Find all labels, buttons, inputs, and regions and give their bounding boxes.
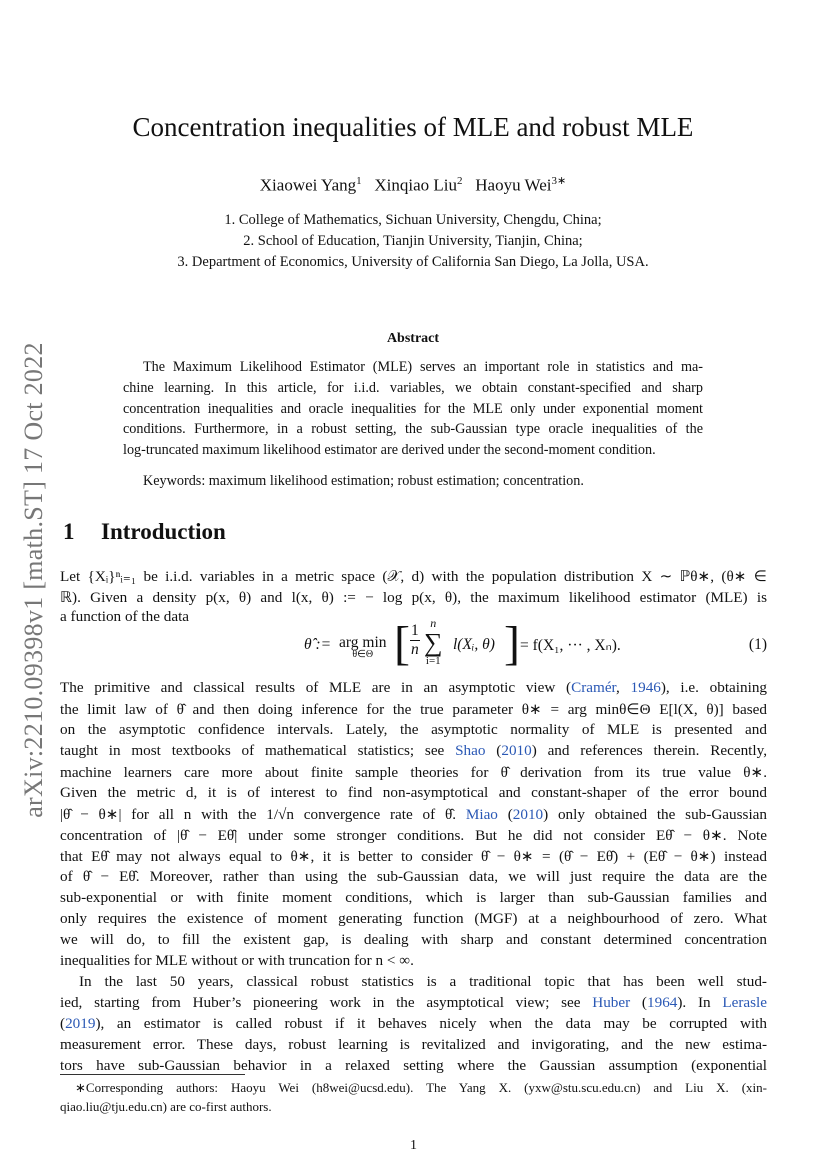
author-list xyxy=(60,174,766,196)
eq-bracket-right: ] xyxy=(504,617,520,670)
page-number: 1 xyxy=(410,1138,417,1153)
eq-sum-bottom: i=1 xyxy=(425,655,441,667)
eq-bracket-left: [ xyxy=(394,617,410,670)
text-run: concentration of |θ̂ − Eθ̂| under some stronger conditions. But he did not consider Eθ̂ − θ∗. Note xyxy=(60,827,767,844)
abstract-line: log-truncated maximum likelihood estimator are derived under the second-moment condition. xyxy=(123,442,656,458)
eq-argmin-op: arg min xyxy=(339,634,387,651)
text-run: only requires the existence of moment generating function (MGF) at a neighbourhood of zero. What xyxy=(60,910,767,927)
text-run: that Eθ̂ may not always equal to θ∗, it is better to consider θ̂ − θ∗ = (θ̂ − Eθ̂) + (Eθ̂ − θ∗) instead xyxy=(60,848,767,865)
arxiv-identifier: arXiv:2210.09398v1 [math.ST] 17 Oct 2022 xyxy=(19,342,48,818)
text-run: ( xyxy=(60,1015,66,1032)
eq-argmin xyxy=(339,634,387,660)
abstract-heading: Abstract xyxy=(386,331,440,346)
eq-sum-symbol: ∑ xyxy=(424,628,443,657)
footnote-rule xyxy=(60,1074,245,1075)
section-title: Introduction xyxy=(101,519,226,544)
text-run: Given the metric d, it is of interest to find non-asymptotical and constant-shaper of the error bound xyxy=(60,784,767,801)
eq-sum-top: n xyxy=(430,616,437,630)
body-line: a function of the data xyxy=(60,608,190,625)
text-run: ) only obtained the sub-Gaussian xyxy=(543,806,768,823)
equation-label: (1) xyxy=(748,636,767,653)
text-run: In the last 50 years, classical robust statistics is a traditional topic that has been well stud- xyxy=(79,973,767,990)
citation-link[interactable]: 2019 xyxy=(65,1015,96,1032)
author-1-affil: 1 xyxy=(356,175,362,187)
text-run: taught in most textbooks of mathematical statistics; see xyxy=(60,742,456,759)
affiliation-1: 1. College of Mathematics, Sichuan University, Chengdu, China; xyxy=(224,212,602,228)
body-line xyxy=(60,994,767,1012)
eq-rhs: = f(X₁, ··· , Xₙ). xyxy=(520,637,621,654)
body-line xyxy=(60,763,767,782)
abstract-line: chine learning. In this article, for i.i.d. variables, we obtain constant-specified and sharp xyxy=(123,380,703,396)
citation-link[interactable]: 1946 xyxy=(630,679,661,696)
arxiv-sidebar xyxy=(14,320,54,840)
text-run: The primitive and classical results of MLE are in an asymptotic view ( xyxy=(60,679,572,696)
text-run: ( xyxy=(630,994,647,1011)
body-line xyxy=(60,784,767,802)
body-line xyxy=(60,910,767,928)
body-line xyxy=(60,1015,767,1033)
citation-link[interactable]: 2010 xyxy=(501,742,532,759)
citation-link[interactable]: Shao xyxy=(455,742,486,759)
text-run: ( xyxy=(485,742,502,759)
citation-link[interactable]: Miao xyxy=(465,806,498,823)
eq-lhs: θ̂ := xyxy=(304,636,332,653)
body-line xyxy=(60,889,767,907)
text-run: of θ̂ − Eθ̂. Moreover, rather than using the sub-Gaussian data, we will just require the data are the xyxy=(60,868,767,885)
text-run: inequalities for MLE without or with truncation for n < ∞. xyxy=(60,952,414,969)
body-line xyxy=(60,721,767,739)
body-line xyxy=(60,931,767,949)
eq-fraction xyxy=(410,622,420,659)
body-line xyxy=(60,868,767,886)
body-line xyxy=(79,973,767,991)
author-2-affil: 2 xyxy=(457,175,463,187)
citation-link[interactable]: Huber xyxy=(592,994,631,1011)
eq-frac-num: 1 xyxy=(411,622,419,639)
author-3-affil: 3∗ xyxy=(551,175,567,187)
text-run: the limit law of θ̂ and then doing inference for the true parameter θ∗ = arg minθ∈Θ E[l(X, θ)] based xyxy=(60,701,767,718)
footnote-line: qiao.liu@tju.edu.cn) are co-first authors. xyxy=(60,1099,272,1114)
text-run: ), an estimator is called robust if it behaves nicely when the data may be corrupted with xyxy=(95,1015,767,1032)
body-line xyxy=(60,1057,767,1075)
text-run: measurement error. These days, robust learning is revitalized and invigorating, and the new estima- xyxy=(60,1036,767,1053)
body-line xyxy=(60,700,767,719)
text-run: on the asymptotic confidence intervals. Lately, the asymptotic normality of MLE is presented and xyxy=(60,721,767,738)
eq-summand: l(Xᵢ, θ) xyxy=(453,636,495,653)
abstract-line: The Maximum Likelihood Estimator (MLE) serves an important role in statistics and ma- xyxy=(143,359,703,375)
affiliation-3: 3. Department of Economics, University of California San Diego, La Jolla, USA. xyxy=(177,254,649,270)
eq-sum xyxy=(424,616,443,667)
text-run: machine learners care more about finite sample theories for θ̂ derivation from its true value θ∗. xyxy=(60,764,767,781)
text-run: tors have sub-Gaussian behavior in a relaxed setting where the Gaussian assumption (exponential xyxy=(60,1057,767,1074)
paper-title: Concentration inequalities of MLE and robust MLE xyxy=(132,112,694,142)
body-line: ℝ). Given a density p(x, θ) and l(x, θ) := − log p(x, θ), the maximum likelihood estimator (MLE) is xyxy=(60,589,767,606)
body-line xyxy=(60,742,767,760)
citation-link[interactable]: 2010 xyxy=(512,806,544,823)
author-2: Xinqiao Liu xyxy=(374,175,458,195)
text-run: sub-exponential or with finite moment conditions, which is larger than sub-Gaussian families and xyxy=(60,889,767,906)
author-3: Haoyu Wei xyxy=(475,175,552,195)
body-line xyxy=(60,847,767,866)
affiliation-2: 2. School of Education, Tianjin University, Tianjin, China; xyxy=(243,233,583,249)
section-number: 1 xyxy=(63,519,75,544)
section-heading xyxy=(63,519,226,545)
text-run: , xyxy=(616,679,631,696)
citation-link[interactable]: Cramér xyxy=(571,679,617,696)
eq-frac-den: n xyxy=(411,641,419,658)
text-run: ), i.e. obtaining xyxy=(660,679,768,696)
keywords: Keywords: maximum likelihood estimation; robust estimation; concentration. xyxy=(143,473,584,489)
eq-argmin-sub: θ∈Θ xyxy=(352,649,374,660)
text-run: ) and references therein. Recently, xyxy=(531,742,768,759)
body-line xyxy=(60,1036,767,1054)
text-run: ). In xyxy=(677,994,723,1011)
footnote-line: ∗Corresponding authors: Haoyu Wei (h8wei@ucsd.edu). The Yang X. (yxw@stu.scu.edu.cn) and Liu X. (xin- xyxy=(75,1080,767,1095)
author-1: Xiaowei Yang xyxy=(259,175,357,195)
body-line xyxy=(60,826,767,845)
citation-link[interactable]: 1964 xyxy=(647,994,678,1011)
body-line: Let {Xᵢ}ⁿᵢ₌₁ be i.i.d. variables in a metric space (𝒳, d) with the population distribution X ∼ ℙθ∗, (θ∗ ∈ xyxy=(60,568,767,585)
citation-link[interactable]: Lerasle xyxy=(722,994,768,1011)
body-line xyxy=(60,952,767,970)
text-run: we will do, to fill the existent gap, is dealing with sharp and constant determined concentration xyxy=(60,931,767,948)
abstract-line: conditions. Furthermore, in a robust setting, the sub-Gaussian type oracle inequalities of the xyxy=(123,421,703,437)
body-line xyxy=(60,805,767,824)
text-run: ( xyxy=(497,806,513,823)
body-line xyxy=(60,679,767,697)
text-run: ied, starting from Huber’s pioneering work in the asymptotical view; see xyxy=(60,994,593,1011)
text-run: |θ̂ − θ∗| for all n with the 1/√n convergence rate of θ̂. xyxy=(60,806,466,823)
abstract-line: concentration inequalities and oracle inequalities for the MLE only under exponential moment xyxy=(123,401,703,417)
equation-1 xyxy=(60,616,767,676)
